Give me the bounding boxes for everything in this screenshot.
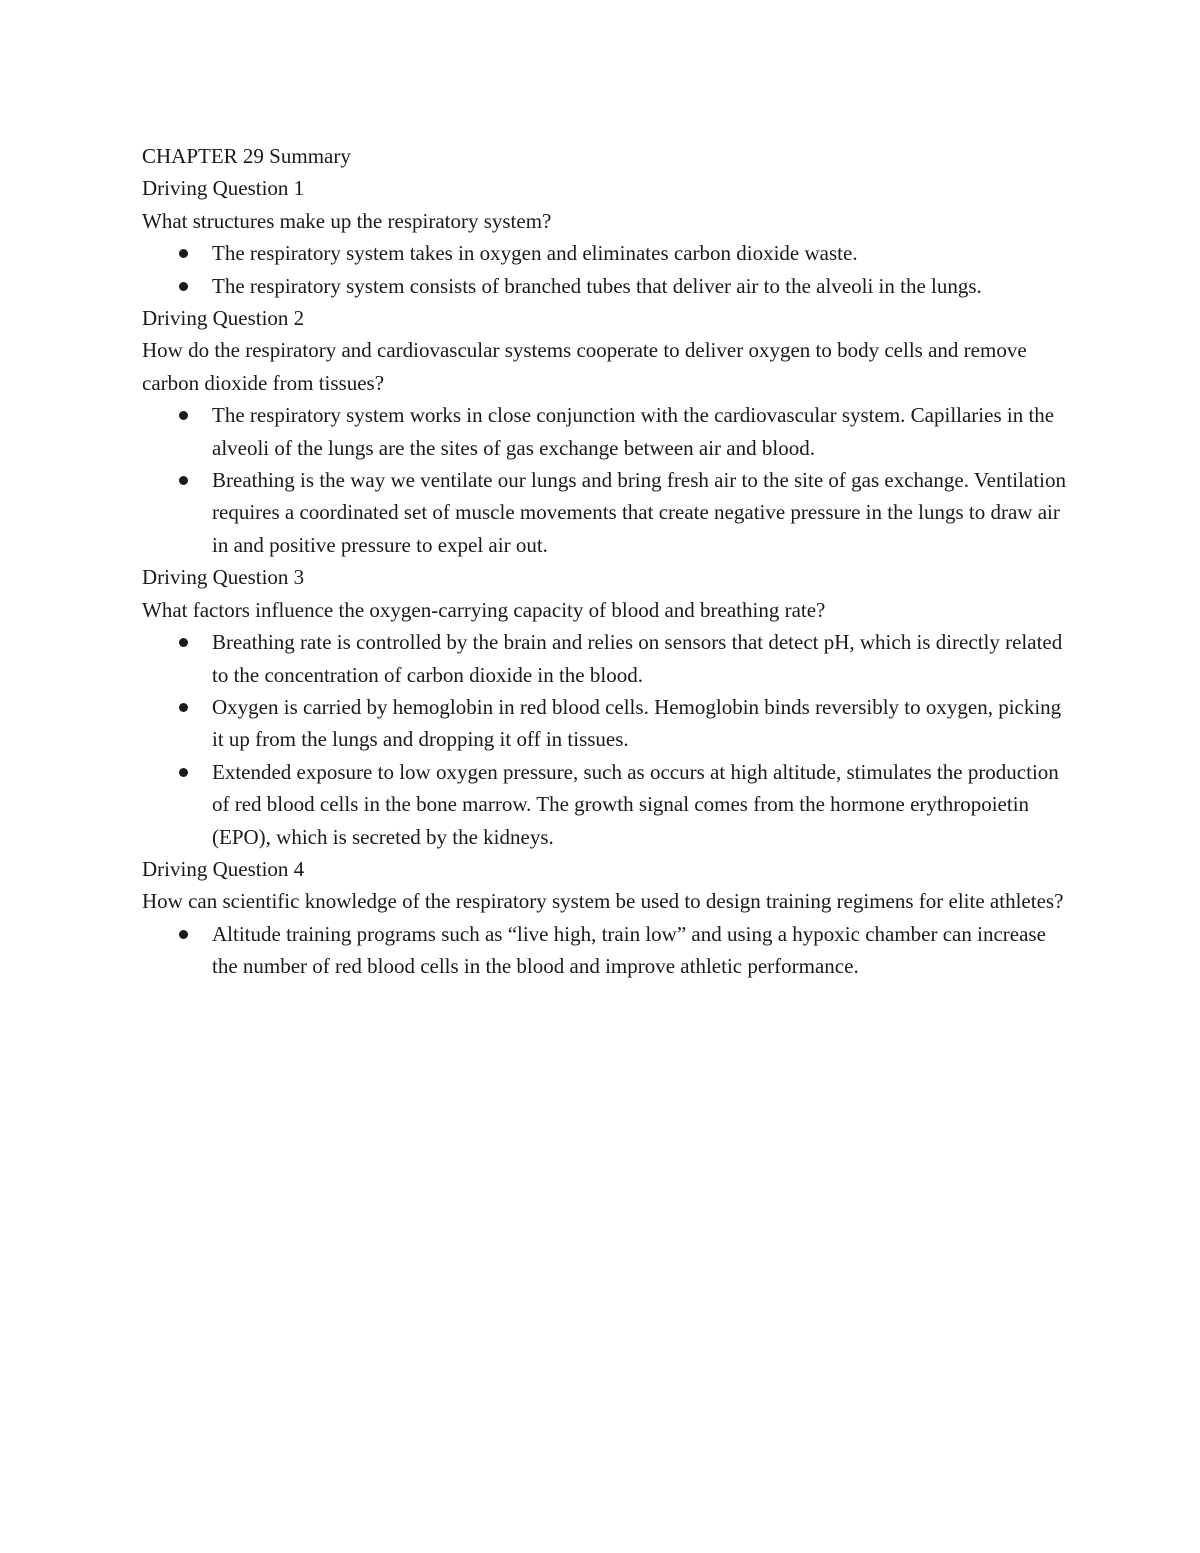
bullet-item bbox=[212, 399, 1072, 464]
bullet-text: Breathing rate is controlled by the brain and relies on sensors that detect pH, which is directly related to the concentration of carbon dioxide in the blood. bbox=[212, 630, 1063, 687]
bullet-item bbox=[212, 237, 1072, 269]
bullet-text: Altitude training programs such as “live high, train low” and using a hypoxic chamber can increase the number of red blood cells in the blood and improve athletic performance. bbox=[212, 921, 1046, 979]
document-body bbox=[142, 140, 1072, 983]
bullet-icon bbox=[179, 638, 188, 647]
bullet-list bbox=[142, 918, 1072, 983]
bullet-item bbox=[212, 464, 1072, 561]
bullet-icon bbox=[179, 703, 188, 712]
bullet-icon bbox=[179, 249, 188, 258]
bullet-text: Oxygen is carried by hemoglobin in red blood cells. Hemoglobin binds reversibly to oxygen, picking it up from the lungs and dropping it off in tissues. bbox=[212, 694, 1062, 752]
bullet-icon bbox=[179, 282, 188, 291]
bullet-icon bbox=[179, 476, 188, 485]
bullet-text: The respiratory system works in close conjunction with the cardiovascular system. Capillaries in the alveoli of the lungs are the sites of gas exchange between air and blood. bbox=[212, 403, 1055, 460]
bullet-item bbox=[212, 626, 1072, 691]
section-question: What structures make up the respiratory system? bbox=[142, 208, 552, 233]
section-heading: Driving Question 3 bbox=[142, 565, 305, 590]
bullet-list bbox=[142, 237, 1072, 302]
bullet-list bbox=[142, 399, 1072, 561]
bullet-item bbox=[212, 691, 1072, 756]
document-title: CHAPTER 29 Summary bbox=[142, 144, 351, 168]
section-question: What factors influence the oxygen-carrying capacity of blood and breathing rate? bbox=[142, 597, 826, 622]
bullet-item bbox=[212, 756, 1072, 853]
bullet-icon bbox=[179, 768, 188, 777]
section-heading: Driving Question 4 bbox=[142, 856, 305, 881]
bullet-text: The respiratory system takes in oxygen and eliminates carbon dioxide waste. bbox=[212, 241, 858, 266]
bullet-icon bbox=[179, 411, 188, 420]
section-question: How do the respiratory and cardiovascular systems cooperate to deliver oxygen to body cells and remove carbon dioxide from tissues? bbox=[142, 338, 1027, 395]
bullet-text: Extended exposure to low oxygen pressure, such as occurs at high altitude, stimulates the production of red blood cells in the bone marrow. The growth signal comes from the hormone erythropoietin (EPO), which is secreted by the kidneys. bbox=[212, 759, 1059, 849]
section-heading: Driving Question 1 bbox=[142, 176, 305, 201]
section-question: How can scientific knowledge of the respiratory system be used to design training regimens for elite athletes? bbox=[142, 889, 1064, 914]
bullet-icon bbox=[179, 930, 188, 939]
bullet-item bbox=[212, 270, 1072, 302]
bullet-text: Breathing is the way we ventilate our lungs and bring fresh air to the site of gas exchange. Ventilation requires a coordinated set of muscle movements that create negative pressure in the lungs to draw air in and positive pressure to expel air out. bbox=[212, 468, 1066, 557]
bullet-item bbox=[212, 918, 1072, 983]
bullet-list bbox=[142, 626, 1072, 853]
section-heading: Driving Question 2 bbox=[142, 306, 305, 331]
bullet-text: The respiratory system consists of branched tubes that deliver air to the alveoli in the lungs. bbox=[212, 273, 982, 298]
